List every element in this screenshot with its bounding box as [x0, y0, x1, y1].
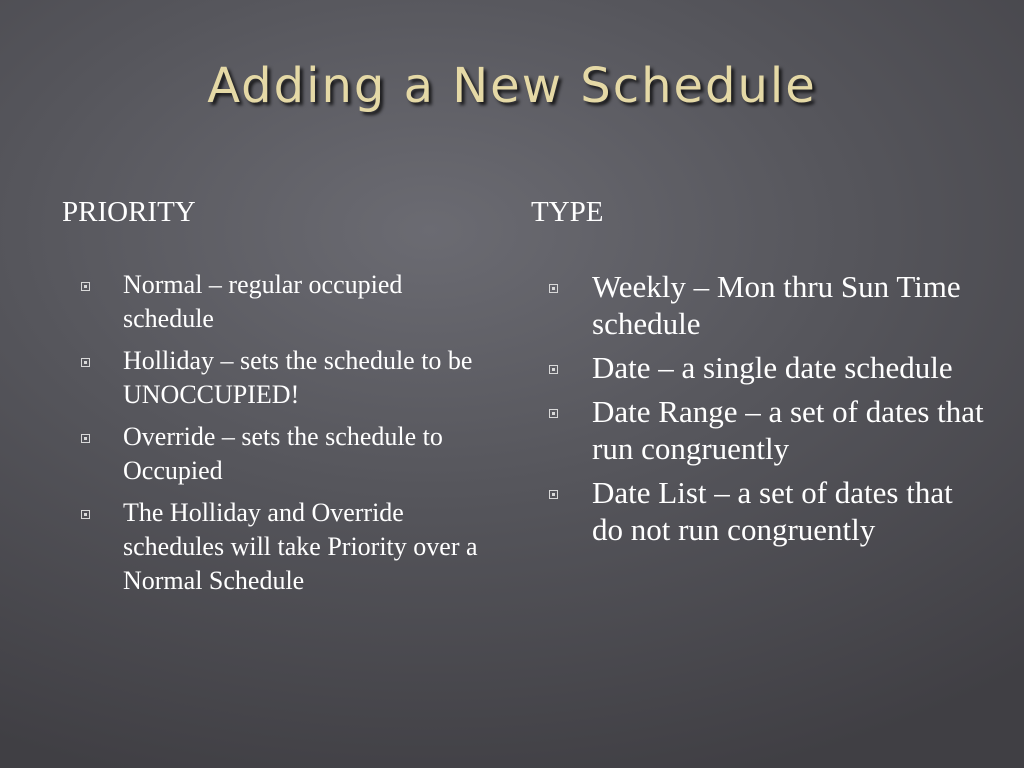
- list-item-text: Weekly – Mon thru Sun Time schedule: [592, 269, 961, 341]
- square-bullet-icon: [81, 434, 90, 443]
- list-item: [78, 268, 478, 336]
- list-item-text: The Holliday and Override schedules will take Priority over a Normal Schedule: [123, 498, 478, 595]
- square-bullet-icon: [549, 490, 558, 499]
- priority-list: [78, 268, 478, 606]
- square-bullet-icon: [81, 358, 90, 367]
- type-list: [546, 268, 986, 555]
- list-item-text: Date Range – a set of dates that run congruently: [592, 394, 984, 466]
- slide-title: Adding a New Schedule: [207, 58, 817, 114]
- square-bullet-icon: [81, 510, 90, 519]
- list-item: [546, 268, 986, 342]
- list-item-text: Override – sets the schedule to Occupied: [123, 422, 443, 485]
- list-item: [78, 420, 478, 488]
- list-item-text: Holliday – sets the schedule to be UNOCCUPIED!: [123, 346, 473, 409]
- list-item: [546, 474, 986, 548]
- list-item: [78, 344, 478, 412]
- square-bullet-icon: [81, 282, 90, 291]
- list-item: [546, 349, 986, 386]
- square-bullet-icon: [549, 284, 558, 293]
- type-heading: TYPE: [531, 196, 604, 228]
- list-item-text: Date – a single date schedule: [592, 350, 953, 385]
- list-item-text: Date List – a set of dates that do not run congruently: [592, 475, 953, 547]
- list-item: [78, 496, 478, 598]
- list-item-text: Normal – regular occupied schedule: [123, 270, 403, 333]
- square-bullet-icon: [549, 365, 558, 374]
- square-bullet-icon: [549, 409, 558, 418]
- priority-heading: PRIORITY: [62, 196, 196, 228]
- list-item: [546, 393, 986, 467]
